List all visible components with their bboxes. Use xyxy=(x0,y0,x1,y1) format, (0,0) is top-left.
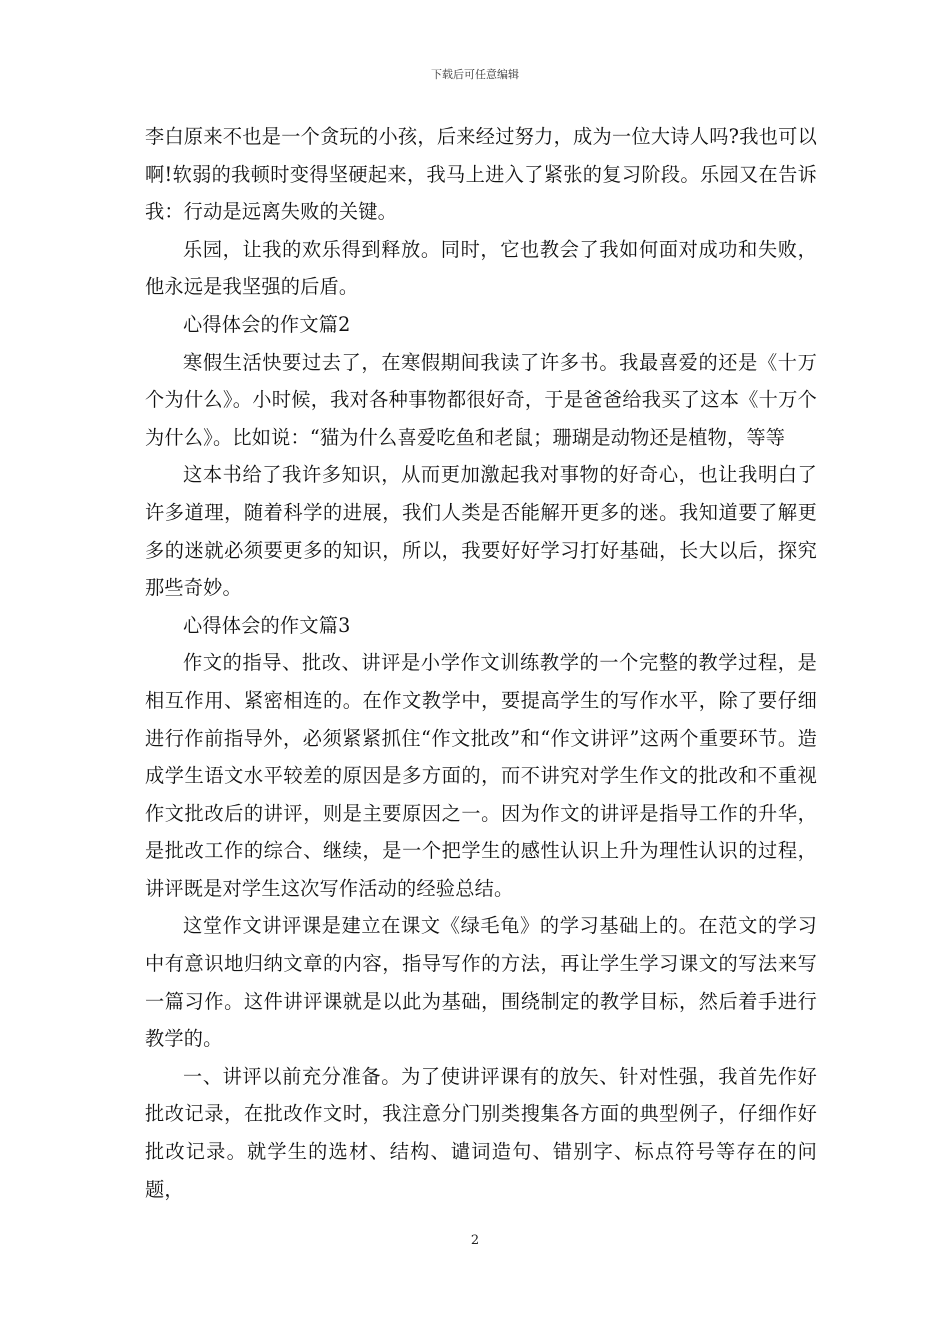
section-heading: 心得体会的作文篇3 xyxy=(183,613,351,637)
page-number: 2 xyxy=(470,1233,480,1248)
paragraph-continuation: 李白原来不也是一个贪玩的小孩，后来经过努力，成为一位大诗人吗?我也可以啊!软弱的我顿时变得坚硬起来，我马上进入了紧张的复习阶段。乐园又在告诉我：行动是远离失败的关键。 xyxy=(145,125,817,224)
paragraph: 乐园，让我的欢乐得到释放。同时，它也教会了我如何面对成功和失败，他永远是我坚强的后盾。 xyxy=(145,237,817,299)
document-body xyxy=(145,118,817,1208)
paragraph: 这堂作文讲评课是建立在课文《绿毛龟》的学习基础上的。在范文的学习中有意识地归纳文章的内容，指导写作的方法，再让学生学习课文的写法来写一篇习作。这件讲评课就是以此为基础，围绕制定的教学目标，然后着手进行教学的。 xyxy=(145,914,817,1051)
paragraph: 寒假生活快要过去了，在寒假期间我读了许多书。我最喜爱的还是《十万个为什么》。小时候，我对各种事物都很好奇，于是爸爸给我买了这本《十万个为什么》。比如说：“猫为什么喜爱吃鱼和老鼠；珊瑚是动物还是植物，等等 xyxy=(145,350,817,449)
page-header: 下载后可任意编辑 xyxy=(431,68,519,81)
paragraph: 作文的指导、批改、讲评是小学作文训练教学的一个完整的教学过程，是相互作用、紧密相连的。在作文教学中，要提高学生的写作水平，除了要仔细进行作前指导外，必须紧紧抓住“作文批改”和“作文讲评”这两个重要环节。造成学生语文水平较差的原因是多方面的，而不讲究对学生作文的批改和不重视作文批改后的讲评，则是主要原因之一。因为作文的讲评是指导工作的升华，是批改工作的综合、继续，是一个把学生的感性认识上升为理性认识的过程，讲评既是对学生这次写作活动的经验总结。 xyxy=(145,651,817,900)
paragraph: 这本书给了我许多知识，从而更加激起我对事物的好奇心，也让我明白了许多道理，随着科学的进展，我们人类是否能解开更多的迷。我知道要了解更多的迷就必须要更多的知识，所以，我要好好学习打好基础，长大以后，探究那些奇妙。 xyxy=(145,463,817,600)
section-heading: 心得体会的作文篇2 xyxy=(183,312,351,336)
paragraph: 一、讲评以前充分准备。为了使讲评课有的放矢、针对性强，我首先作好批改记录，在批改作文时，我注意分门别类搜集各方面的典型例子，仔细作好批改记录。就学生的选材、结构、谴词造句、错别字、标点符号等存在的问题， xyxy=(145,1064,817,1201)
